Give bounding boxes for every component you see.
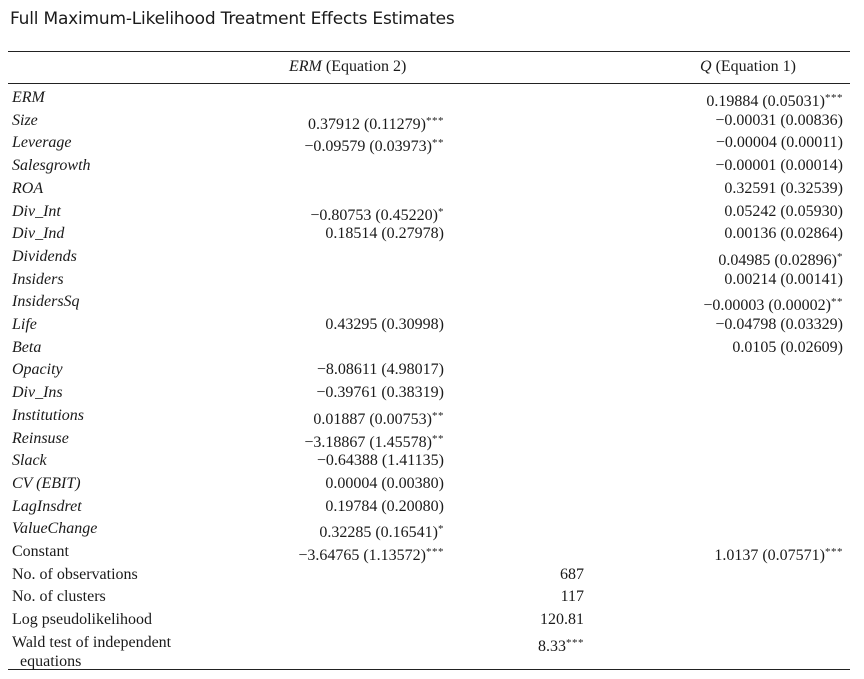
q-estimate <box>715 314 843 336</box>
q-value: 0.0105 (0.02609) <box>732 338 843 356</box>
row-label: Salesgrowth <box>12 157 91 175</box>
stat-value: 120.81 <box>540 611 584 629</box>
stat-row <box>0 586 864 609</box>
significance-stars: *** <box>426 114 444 127</box>
significance-stars: *** <box>566 636 584 649</box>
q-estimate <box>724 201 843 223</box>
row-label: LagInsdret <box>12 497 82 515</box>
row-label: Institutions <box>12 406 85 424</box>
row-label: Size <box>12 111 38 129</box>
row-label: InsidersSq <box>12 293 80 311</box>
table-row <box>0 314 864 337</box>
row-label: ValueChange <box>12 520 98 538</box>
erm-value: 0.19784 (0.20080) <box>325 497 444 515</box>
erm-value: −8.08611 (4.98017) <box>316 361 444 379</box>
q-value: 0.00214 (0.00141) <box>724 270 843 288</box>
table-row <box>0 473 864 496</box>
table-row <box>0 541 864 564</box>
significance-stars: *** <box>825 92 843 104</box>
q-value: −0.00004 (0.00011) <box>715 134 843 152</box>
table-row <box>0 246 864 269</box>
row-label: Div_Int <box>12 202 61 220</box>
erm-value: 0.32285 (0.16541) <box>319 524 438 542</box>
row-label: Div_Ind <box>12 225 65 243</box>
table-row <box>0 337 864 360</box>
q-estimate <box>724 223 843 245</box>
column-header-erm-eq: (Equation 2) <box>325 58 407 75</box>
significance-stars: * <box>837 250 843 263</box>
q-value: −0.00001 (0.00014) <box>715 157 843 175</box>
erm-estimate <box>325 496 444 518</box>
q-value: −0.00031 (0.00836) <box>715 111 843 129</box>
top-rule <box>8 51 850 52</box>
q-value: 0.04985 (0.02896) <box>718 251 837 269</box>
table-row <box>0 87 864 110</box>
q-estimate <box>716 132 843 154</box>
erm-estimate <box>316 382 444 404</box>
erm-value: −0.80753 (0.45220) <box>310 206 438 224</box>
q-value: 0.00136 (0.02864) <box>724 225 843 243</box>
table-row <box>0 269 864 292</box>
stat-label: No. of clusters <box>12 588 106 606</box>
q-estimate <box>732 337 843 359</box>
stat-label: Log pseudolikelihood <box>12 611 152 629</box>
row-label: Dividends <box>12 247 77 265</box>
significance-stars: * <box>438 205 444 218</box>
row-label: Leverage <box>12 134 72 152</box>
significance-stars: ** <box>432 432 444 445</box>
q-estimate <box>724 178 843 200</box>
stat-label: No. of observations <box>12 565 138 583</box>
stat-value-cell <box>538 632 584 658</box>
erm-value: 0.00004 (0.00380) <box>325 474 444 492</box>
q-value: 0.05242 (0.05930) <box>724 202 843 220</box>
table-row <box>0 223 864 246</box>
erm-value: −0.39761 (0.38319) <box>316 384 444 402</box>
table-row <box>0 110 864 133</box>
table-row <box>0 518 864 541</box>
erm-estimate <box>325 223 444 245</box>
significance-stars: *** <box>825 546 843 558</box>
q-value: 0.19884 (0.05031) <box>706 93 825 110</box>
erm-value: −3.64765 (1.13572) <box>298 547 426 564</box>
table-row <box>0 291 864 314</box>
column-header-q <box>700 58 796 76</box>
table-row <box>0 405 864 428</box>
table-row <box>0 496 864 519</box>
stat-value: 8.33 <box>538 637 566 655</box>
significance-stars: ** <box>432 137 444 150</box>
table-row <box>0 201 864 224</box>
row-label: Slack <box>12 452 47 470</box>
row-label: Beta <box>12 338 42 356</box>
table-title: Full Maximum-Likelihood Treatment Effects Estimates <box>10 9 455 29</box>
row-label: ROA <box>12 179 44 197</box>
erm-value: −0.64388 (1.41135) <box>316 452 444 470</box>
erm-estimate <box>317 450 444 472</box>
q-value: 1.0137 (0.07571) <box>714 547 825 564</box>
table-row <box>0 178 864 201</box>
q-value: 0.32591 (0.32539) <box>724 179 843 197</box>
stat-row <box>0 564 864 587</box>
table-row <box>0 359 864 382</box>
erm-value: −3.18867 (1.45578) <box>304 433 432 451</box>
significance-stars: ** <box>432 409 444 422</box>
erm-value: 0.43295 (0.30998) <box>325 316 444 333</box>
erm-estimate <box>325 473 444 495</box>
column-header-q-eq: (Equation 1) <box>715 58 796 75</box>
row-label: Constant <box>12 543 69 560</box>
significance-stars: *** <box>426 546 444 558</box>
column-header-erm-var: ERM <box>289 58 322 75</box>
table-row <box>0 155 864 178</box>
table-row <box>0 428 864 451</box>
row-label: Life <box>12 316 37 333</box>
column-header-erm <box>289 58 406 76</box>
erm-estimate <box>325 314 444 336</box>
q-estimate <box>724 269 843 291</box>
erm-value: 0.18514 (0.27978) <box>325 225 444 243</box>
stat-value: 117 <box>560 588 584 606</box>
q-estimate <box>715 155 843 177</box>
row-label: ERM <box>12 89 45 106</box>
stat-row <box>0 609 864 632</box>
header-rule <box>8 83 850 84</box>
stat-row <box>0 632 864 670</box>
erm-value: 0.37912 (0.11279) <box>307 115 426 133</box>
stat-label: Wald test of independent <box>12 633 172 651</box>
row-label: Reinsuse <box>12 429 69 447</box>
significance-stars: ** <box>831 296 843 309</box>
erm-estimate <box>317 359 444 381</box>
q-value: −0.04798 (0.03329) <box>715 316 843 333</box>
stat-value-cell <box>560 564 584 586</box>
row-label: Opacity <box>12 361 63 379</box>
row-label: Div_Ins <box>12 384 63 402</box>
row-label: Insiders <box>12 270 64 288</box>
erm-value: 0.01887 (0.00753) <box>313 410 432 428</box>
bottom-rule <box>8 669 850 670</box>
column-header-q-var: Q <box>700 58 712 75</box>
table-row <box>0 382 864 405</box>
stat-value-cell <box>561 586 584 608</box>
significance-stars: * <box>438 523 444 536</box>
table-row <box>0 132 864 155</box>
table-row <box>0 450 864 473</box>
stat-value-cell <box>540 609 584 631</box>
q-estimate <box>715 110 843 132</box>
erm-value: −0.09579 (0.03973) <box>304 138 432 156</box>
q-value: −0.00003 (0.00002) <box>703 297 831 315</box>
stat-label-continued: equations <box>20 652 82 670</box>
row-label: CV (EBIT) <box>12 474 81 492</box>
stat-value: 687 <box>560 565 584 583</box>
